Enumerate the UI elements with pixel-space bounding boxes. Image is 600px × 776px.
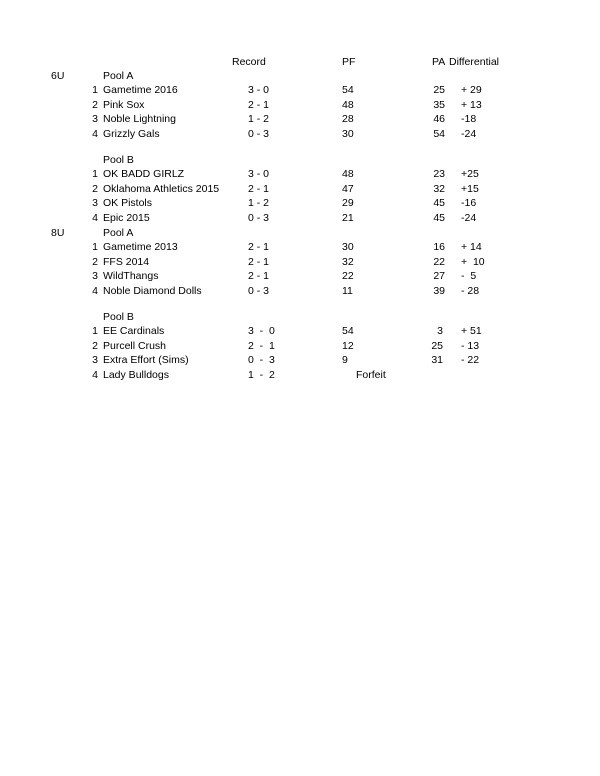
record-cell: 2 - 1 [248,255,270,268]
rank-cell: 3 [92,197,98,210]
pf-cell: 48 [342,168,354,180]
differential-cell: - 5 [461,270,477,283]
record-cell: 3 - 0 [248,84,270,96]
pf-cell: 47 [342,182,354,195]
pool-label: Pool A [103,70,134,82]
pa-cell: 35 [433,98,445,111]
differential-cell: -18 [461,113,477,126]
pool-label: Pool B [103,311,134,323]
header-pa: PA [432,56,446,68]
pf-cell: 54 [342,84,354,96]
header-differential: Differential [449,56,499,68]
team-name: Noble Diamond Dolls [103,284,202,297]
team-name: Grizzly Gals [103,127,160,140]
pf-cell: 54 [342,325,354,337]
differential-cell: + 14 [461,241,482,253]
record-cell: 1 - 2 [248,113,270,126]
pa-cell: 16 [433,241,445,253]
record-cell: 0 - 3 [248,211,270,224]
pf-cell: 22 [342,270,354,283]
team-name: WildThangs [103,270,159,283]
pa-cell: 45 [433,211,445,224]
pf-cell: 30 [342,127,354,140]
rank-cell: 2 [92,339,98,352]
rank-cell: 2 [92,255,98,268]
team-name: Lady Bulldogs [103,368,169,381]
differential-cell: + 10 [461,255,485,268]
pa-cell: 23 [433,168,445,180]
differential-cell: + 13 [461,98,482,111]
rank-cell: 4 [92,284,98,297]
header-record: Record [232,56,266,68]
differential-cell: +15 [461,182,479,195]
record-cell: 1 - 2 [248,368,275,381]
team-name: OK BADD GIRLZ [103,168,185,180]
division-label: 8U [51,227,65,239]
team-name: Gametime 2016 [103,84,178,96]
rank-cell: 1 [92,84,98,96]
rank-cell: 3 [92,113,98,126]
pa-cell: 22 [433,255,445,268]
team-name: Epic 2015 [103,211,150,224]
record-cell: 1 - 2 [248,197,270,210]
rank-cell: 4 [92,368,98,381]
record-cell: 2 - 1 [248,270,270,283]
pf-cell: 21 [342,211,354,224]
record-cell: 2 - 1 [248,182,270,195]
pa-cell: 45 [433,197,445,210]
differential-cell: +25 [461,168,479,180]
rank-cell: 3 [92,354,98,367]
record-cell: 0 - 3 [248,284,270,297]
rank-cell: 4 [92,127,98,140]
rank-cell: 1 [92,241,98,253]
team-name: EE Cardinals [103,325,165,337]
team-name: OK Pistols [103,197,153,210]
record-cell: 2 - 1 [248,339,275,352]
record-cell: 3 - 0 [248,325,275,337]
pa-cell: 32 [433,182,445,195]
pf-cell: 11 [342,284,353,297]
pa-cell: 46 [433,113,445,126]
differential-cell: - 13 [461,339,480,352]
record-cell: 2 - 1 [248,98,270,111]
pa-cell: 27 [433,270,445,283]
rank-cell: 4 [92,211,98,224]
team-name: Extra Effort (Sims) [103,354,189,367]
team-name: FFS 2014 [103,255,150,268]
pf-cell: 32 [342,255,354,268]
pa-cell: 54 [433,127,445,140]
rank-cell: 2 [92,182,98,195]
differential-cell: - 22 [461,354,480,367]
differential-cell: -24 [461,127,477,140]
pf-cell: 30 [342,241,354,253]
pf-cell: 9 [342,354,348,367]
pf-cell: 28 [342,113,354,126]
team-name: Pink Sox [103,98,145,111]
pa-cell: 25 [431,339,443,352]
rank-cell: 2 [92,98,98,111]
pf-cell: Forfeit [356,368,386,381]
differential-cell: + 29 [461,84,482,96]
pf-cell: 12 [342,339,354,352]
pa-cell: 25 [433,84,445,96]
rank-cell: 1 [92,325,98,337]
differential-cell: - 28 [461,284,480,297]
team-name: Gametime 2013 [103,241,178,253]
team-name: Noble Lightning [103,113,176,126]
pa-cell: 3 [437,325,443,337]
pf-cell: 29 [342,197,354,210]
team-name: Oklahoma Athletics 2015 [103,182,220,195]
team-name: Purcell Crush [103,339,167,352]
differential-cell: -24 [461,211,477,224]
rank-cell: 1 [92,168,98,180]
differential-cell: + 51 [461,325,482,337]
record-cell: 3 - 0 [248,168,270,180]
record-cell: 0 - 3 [248,127,270,140]
pa-cell: 39 [433,284,445,297]
pa-cell: 31 [431,354,443,367]
header-pf: PF [342,56,356,68]
differential-cell: -16 [461,197,477,210]
pool-label: Pool B [103,154,134,166]
record-cell: 2 - 1 [248,241,270,253]
pool-label: Pool A [103,227,134,239]
pf-cell: 48 [342,98,354,111]
record-cell: 0 - 3 [248,354,275,367]
division-label: 6U [51,70,65,82]
rank-cell: 3 [92,270,98,283]
